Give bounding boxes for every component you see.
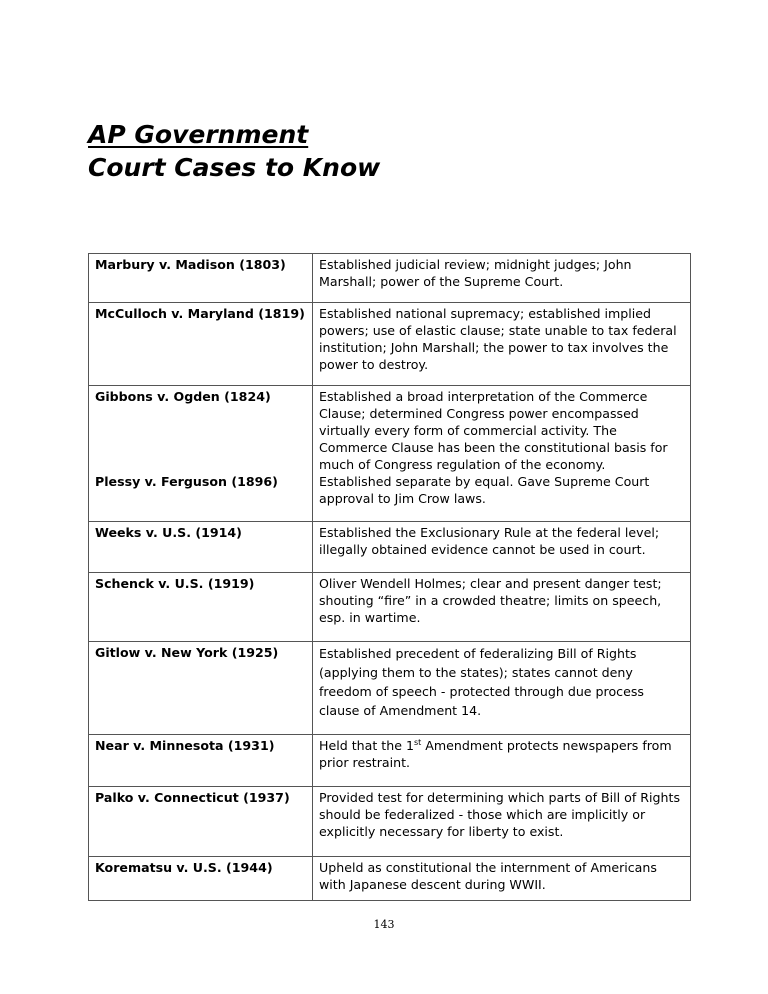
case-name: Gibbons v. Ogden (1824)	[89, 386, 313, 474]
description-text: Held that the 1	[319, 737, 414, 753]
document-title	[88, 118, 688, 184]
case-name: Marbury v. Madison (1803)	[89, 254, 313, 303]
table-row	[89, 856, 691, 900]
table-row	[89, 254, 691, 303]
case-name: Palko v. Connecticut (1937)	[89, 786, 313, 856]
case-description: Established the Exclusionary Rule at the federal level; illegally obtained evidence cannot be used in court.	[313, 521, 691, 572]
case-name: Schenck v. U.S. (1919)	[89, 572, 313, 641]
case-description: Oliver Wendell Holmes; clear and present danger test; shouting “fire” in a crowded theatre; limits on speech, esp. in wartime.	[313, 572, 691, 641]
case-description: Upheld as constitutional the internment of Americans with Japanese descent during WWII.	[313, 856, 691, 900]
table-row	[89, 473, 691, 521]
page-number: 143	[373, 918, 395, 931]
table-row	[89, 734, 691, 786]
case-description: Established a broad interpretation of the Commerce Clause; determined Congress power encompassed virtually every form of commercial activity. The Commerce Clause has been the constitutional basis for much of Congress regulation of the economy.	[313, 386, 691, 474]
case-name: Weeks v. U.S. (1914)	[89, 521, 313, 572]
case-name: McCulloch v. Maryland (1819)	[89, 303, 313, 386]
case-description: Established precedent of federalizing Bill of Rights (applying them to the states); states cannot deny freedom of speech - protected through due process clause of Amendment 14.	[313, 641, 691, 734]
case-name: Plessy v. Ferguson (1896)	[89, 473, 313, 521]
table-row	[89, 641, 691, 734]
ordinal-suffix: st	[413, 737, 422, 747]
case-name: Korematsu v. U.S. (1944)	[89, 856, 313, 900]
case-description: Established separate by equal. Gave Supreme Court approval to Jim Crow laws.	[313, 473, 691, 521]
description-text: Amendment protects newspapers from prior restraint.	[319, 737, 672, 770]
case-name: Gitlow v. New York (1925)	[89, 641, 313, 734]
table-row	[89, 521, 691, 572]
case-description: Established judicial review; midnight judges; John Marshall; power of the Supreme Court.	[313, 254, 691, 303]
table-row	[89, 303, 691, 386]
title-line-subject: Court Cases to Know	[88, 153, 381, 182]
case-description: Provided test for determining which parts of Bill of Rights should be federalized - those which are implicitly or explicitly necessary for liberty to exist.	[313, 786, 691, 856]
case-description	[313, 734, 691, 786]
table-row	[89, 386, 691, 474]
title-line-course: AP Government	[88, 120, 309, 149]
table-row	[89, 786, 691, 856]
court-cases-table	[88, 253, 691, 901]
table-row	[89, 572, 691, 641]
case-description: Established national supremacy; established implied powers; use of elastic clause; state unable to tax federal institution; John Marshall; the power to tax involves the power to destroy.	[313, 303, 691, 386]
case-name: Near v. Minnesota (1931)	[89, 734, 313, 786]
